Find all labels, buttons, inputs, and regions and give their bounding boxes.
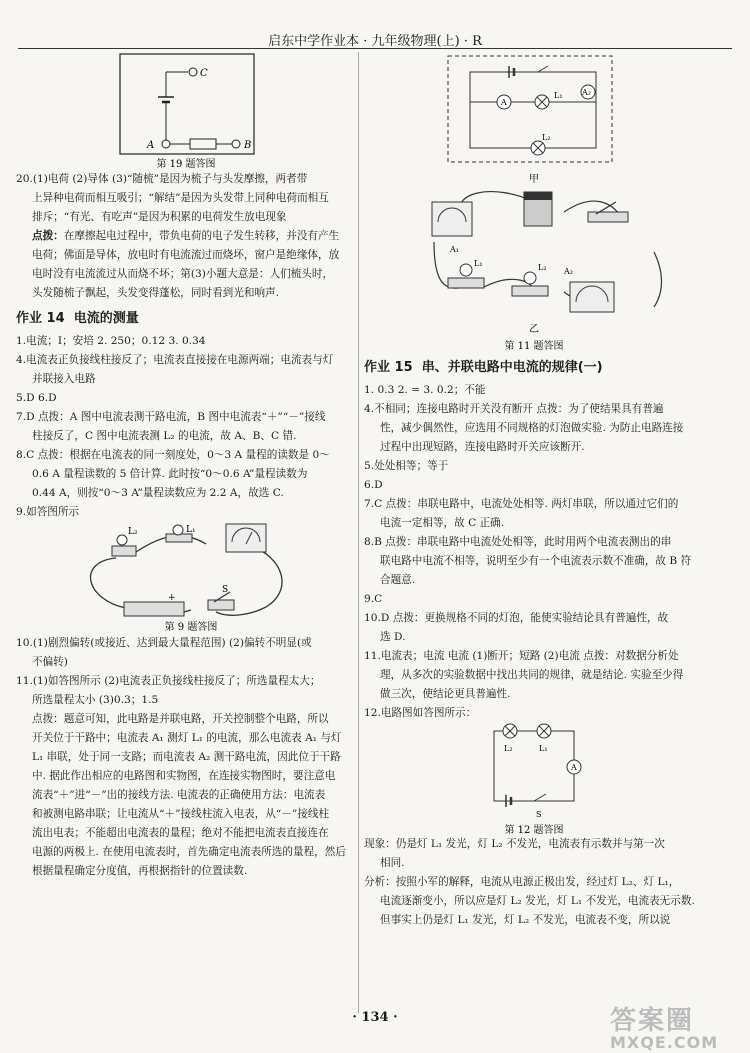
text-line: 20.(1)电荷 (2)导体 (3)“随梳”是因为梳子与头发摩擦，两者带: [16, 173, 308, 185]
fig11-label-a: A: [501, 98, 507, 107]
fig9-label-l2: L₂: [128, 527, 138, 537]
fig12-label-s: S: [536, 810, 542, 819]
text-line: 9.C: [364, 593, 383, 605]
watermark-line1: 答案圈: [610, 1006, 695, 1036]
section-title: 电流的测量: [73, 311, 139, 326]
text-line: 4.电流表正负接线柱接反了；电流表直接接在电源两端；电流表与灯: [16, 354, 334, 366]
text-line: 过程中出现短路，连接电路时开关应该断开.: [380, 441, 585, 453]
fig11-label-yi: 乙: [529, 324, 539, 335]
text-line: 流表“＋”进“－”出的接线方法. 电流表的正确使用方法：电流表: [32, 789, 326, 801]
text-line: 做三次，使结论更具普遍性.: [380, 688, 511, 700]
text-line: L₁ 串联，处于同一支路；而电流表 A₂ 测干路电流，因此位于干路: [32, 751, 341, 763]
fig19-label-a: A: [147, 140, 155, 151]
q12-analysis: [364, 835, 736, 930]
section-title: 串、并联电路中电流的规律(一): [421, 360, 603, 375]
text-line: 11.电流表；电流 电流 (1)断开；短路 (2)电流 点拨：对数据分析处: [364, 650, 679, 662]
fig11-circuits: [364, 52, 736, 352]
right-column: [364, 52, 736, 930]
text-line: 电源的两极上. 在使用电流表时，首先确定电流表所选的量程，然后: [32, 846, 346, 858]
fig11-label-a2-yi: A₂: [564, 267, 573, 276]
text-line: 5.D 6.D: [16, 392, 57, 404]
fig11-label-l1-yi: L₁: [474, 259, 483, 268]
text-line: 9.如答图所示: [16, 506, 80, 518]
watermark: [610, 1000, 718, 1052]
hint-label: 点拨：: [32, 230, 64, 242]
fig9-label-l1: L₁: [186, 525, 196, 535]
text-line: 合题意.: [380, 574, 416, 586]
fig11-label-a1-yi: A₁: [450, 245, 459, 254]
page-number: · 134 ·: [352, 1010, 398, 1025]
text-line: 6.D: [364, 479, 383, 491]
text-line: 8.C 点拨：根据在电流表的同一刻度处，0～3 A 量程的读数是 0～: [16, 449, 330, 461]
section-number: 作业 14: [16, 311, 65, 326]
text-line: 11.(1)如答图所示 (2)电流表正负接线柱接反了；所选量程太大；: [16, 675, 321, 687]
fig19-caption: 第 19 题答图: [156, 159, 216, 170]
text-line: 和被测电路串联；让电流从“＋”接线柱流入电表，从“－”接线柱: [32, 808, 330, 820]
text-line: 0.44 A，则按“0～3 A”量程读数应为 2.2 A，故选 C.: [32, 487, 284, 499]
fig19-circuit: [16, 52, 356, 170]
watermark-line2: MXQE.COM: [610, 1033, 719, 1052]
text-line: 不偏转): [32, 656, 68, 668]
text-line: 所选量程太小 (3)0.3；1.5: [32, 694, 159, 706]
fig12-label-l2: L₂: [504, 744, 513, 753]
text-line: 1.电流；I；安培 2. 250；0.12 3. 0.34: [16, 335, 206, 347]
text-line: 现象：仍是灯 L₁ 发光，灯 L₂ 不发光，电流表有示数并与第一次: [364, 838, 665, 850]
text-line: 8.B 点拨：串联电路中电流处处相等，此时用两个电流表测出的串: [364, 536, 672, 548]
text-line: 电荷；佛面是导体，放电时有电流流过而烧坏，窗户是绝缘体，放: [32, 249, 340, 261]
section-heading-14: [16, 309, 356, 328]
fig11-label-jia: 甲: [529, 174, 539, 185]
q10-11-answers: [16, 634, 356, 881]
text-line: 柱接反了，C 图中电流表测 L₂ 的电流，故 A、B、C 错.: [32, 430, 297, 442]
header-title: 启东中学作业本 · 九年级物理(上) · R: [268, 34, 482, 49]
text-line: 排斥；“有光、有吃声”是因为积累的电荷发生放电现象: [32, 211, 287, 223]
fig11-label-l2-yi: L₂: [538, 263, 547, 272]
text-line: 性，减少偶然性，应选用不同规格的灯泡做实验. 为防止电路连接: [380, 422, 684, 434]
text-line: 分析：按照小军的解释，电流从电源正极出发，经过灯 L₂、灯 L₁，: [364, 876, 680, 888]
text-line: 5.处处相等；等于: [364, 460, 449, 472]
text-line: 1. 0.3 2. = 3. 0.2；不能: [364, 384, 486, 396]
text-line: 中. 据此作出相应的电路图和实物图，在连接实物图时，要注意电: [32, 770, 336, 782]
fig9-label-s: S: [222, 585, 229, 595]
text-line: 电时没有电流流过从而烧不坏；第(3)小题大意是：人们梳头时，: [32, 268, 334, 280]
fig9-circuit: [16, 522, 356, 634]
header-rule: [18, 48, 732, 49]
q1-12-answers: [364, 381, 736, 723]
fig19-label-c: C: [200, 68, 208, 79]
text-line: 7.C 点拨：串联电路中，电流处处相等. 两灯串联，所以通过它们的: [364, 498, 679, 510]
q1-9-answers: [16, 332, 356, 522]
text-line: 电流逐渐变小，所以应是灯 L₂ 发光，灯 L₁ 不发光，电流表无示数.: [380, 895, 695, 907]
text-line: 上异种电荷而相互吸引；“解结”是因为头发带上同种电荷而相互: [32, 192, 329, 204]
text-line: 联电路中电流不相等，说明至少有一个电流表示数不准确，故 B 符: [380, 555, 692, 567]
text-line: 10.D 点拨：更换规格不同的灯泡，能使实验结论具有普遍性，故: [364, 612, 669, 624]
fig11-label-l1-jia: L₁: [554, 91, 563, 100]
q20-answer: [16, 170, 356, 303]
text-line: 7.D 点拨：A 图中电流表测干路电流，B 图中电流表“＋”“－”接线: [16, 411, 326, 423]
text-line: 点拨：题意可知，此电路是并联电路，开关控制整个电路，所以: [32, 713, 329, 725]
text-line: 10.(1)剧烈偏转(或接近、达到最大量程范围) (2)偏转不明显(或: [16, 637, 312, 649]
text-line: 电流一定相等，故 C 正确.: [380, 517, 505, 529]
fig12-label-a: A: [571, 763, 577, 772]
text-line: 相同.: [380, 857, 405, 869]
text-line: 4.不相同；连接电路时开关没有断开 点拨：为了使结果具有普遍: [364, 403, 664, 415]
left-column: [16, 52, 356, 881]
text-line: 在摩擦起电过程中，带负电荷的电子发生转移，并没有产生: [63, 230, 340, 242]
page-header: [0, 0, 750, 48]
fig12-label-l1: L₁: [539, 744, 548, 753]
text-line: 12.电路图如答图所示：: [364, 707, 477, 719]
text-line: 选 D.: [380, 631, 406, 643]
fig9-caption: 第 9 题答图: [164, 622, 218, 633]
text-line: 0.6 A 量程读数的 5 倍计算. 此时按“0～0.6 A”量程读数为: [32, 468, 308, 480]
fig11-caption: 第 11 题答图: [504, 341, 564, 352]
text-line: 头发随梳子飘起，头发变得蓬松，同时看到光和响声.: [32, 287, 280, 299]
section-number: 作业 15: [364, 360, 413, 375]
section-heading-15: [364, 358, 736, 377]
text-line: 并联接入电路: [32, 373, 96, 385]
text-line: 根据量程确定分度值，再根据指针的位置读数.: [32, 865, 248, 877]
fig11-label-a2-jia: A₂: [582, 88, 591, 97]
fig12-circuit: [364, 723, 736, 835]
fig11-label-l2-jia: L₂: [542, 133, 551, 142]
text-line: 理，从多次的实验数据中找出共同的规律，就是结论. 实验至少得: [380, 669, 684, 681]
column-divider: [358, 52, 359, 1013]
fig19-label-b: B: [244, 140, 252, 151]
fig9-label-plus: +: [168, 593, 176, 603]
text-line: 流出电表；不能超出电流表的量程；绝对不能把电流表直接连在: [32, 827, 329, 839]
text-line: 开关位于干路中；电流表 A₁ 测灯 L₁ 的电流，那么电流表 A₁ 与灯: [32, 732, 342, 744]
text-line: 但事实上仍是灯 L₁ 发光，灯 L₂ 不发光，电流表不变，所以说: [380, 914, 671, 926]
fig12-caption: 第 12 题答图: [504, 825, 564, 835]
